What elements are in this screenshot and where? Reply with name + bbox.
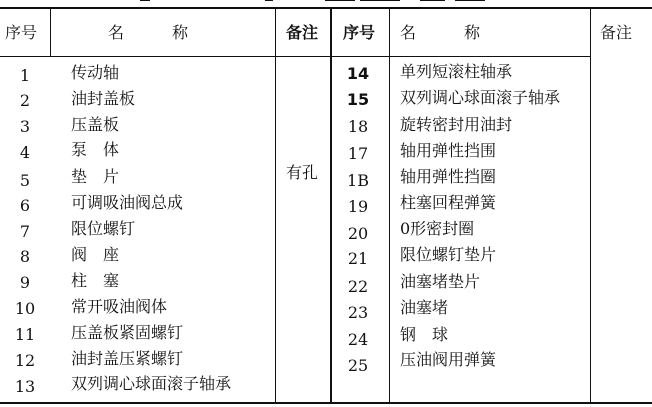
right-row-name: 轴用弹性挡圈 [400, 167, 497, 186]
left-row-name: 双列调心球面滚子轴承 [71, 374, 232, 393]
left-row-name: 压盖板 [71, 115, 120, 134]
header-right-remark: 备注 [600, 23, 633, 42]
left-row-no: 4 [19, 143, 31, 162]
right-row-no: 24 [347, 330, 369, 349]
table-bottom-border [0, 402, 652, 404]
left-row-no: 9 [19, 273, 31, 292]
left-row-name: 限位螺钉 [71, 219, 136, 238]
header-left-remark: 备注 [286, 23, 319, 42]
left-row-no: 8 [19, 247, 31, 266]
right-row-name: 双列调心球面滚子轴承 [400, 88, 561, 107]
right-row-no: 19 [347, 197, 369, 216]
left-row-no: 3 [19, 117, 31, 136]
right-row-no: 20 [347, 224, 369, 243]
right-row-no: 23 [347, 303, 369, 322]
header-bottom-border [0, 56, 591, 57]
right-row-name: 钢 球 [400, 325, 449, 344]
left-row-name: 传动轴 [71, 63, 120, 82]
left-row-no: 13 [14, 377, 36, 396]
left-row-no: 12 [14, 351, 36, 370]
right-row-name: 轴用弹性挡围 [400, 141, 497, 160]
col-divider-name-right [389, 8, 390, 403]
right-row-no: 25 [347, 356, 369, 375]
left-row-name: 压盖板紧固螺钉 [71, 323, 184, 342]
cut-off-title-fragment [0, 0, 652, 3]
left-row-name: 常开吸油阀体 [71, 297, 168, 316]
left-row-name: 油封盖板 [71, 89, 136, 108]
right-row-name: 单列短滚柱轴承 [400, 62, 513, 81]
left-remark-value: 有孔 [286, 163, 319, 182]
left-row-no: 2 [19, 91, 31, 110]
right-row-no: 1B [347, 171, 369, 190]
right-row-name: 油塞堵垫片 [400, 272, 481, 291]
left-row-name: 柱 塞 [71, 271, 120, 290]
left-row-name: 垫 片 [71, 167, 120, 186]
left-row-no: 5 [19, 171, 31, 190]
right-row-name: 旋转密封用油封 [400, 115, 513, 134]
right-row-name: 油塞堵 [400, 298, 449, 317]
col-divider-center [330, 8, 332, 403]
col-divider-remark-left [275, 8, 276, 403]
right-row-no: 14 [346, 64, 370, 83]
left-row-name: 泵 体 [71, 140, 120, 159]
left-row-name: 可调吸油阀总成 [71, 193, 184, 212]
col-divider-remark-right [590, 8, 591, 403]
left-row-no: 10 [14, 299, 36, 318]
left-row-name: 阀 座 [71, 245, 120, 264]
right-row-no: 21 [347, 249, 369, 268]
left-row-no: 7 [19, 222, 31, 241]
left-row-name: 油封盖压紧螺钉 [71, 349, 184, 368]
right-row-name: 限位螺钉垫片 [400, 245, 497, 264]
right-row-name: 柱塞回程弹簧 [400, 193, 497, 212]
table-top-border [0, 7, 652, 9]
left-row-no: 11 [14, 325, 36, 344]
header-right-no: 序号 [343, 23, 376, 42]
col-divider-name-left [50, 8, 51, 57]
header-left-no: 序号 [5, 23, 38, 42]
left-row-no: 6 [19, 196, 31, 215]
right-row-no: 22 [347, 277, 369, 296]
header-left-name: 名 称 [108, 23, 189, 42]
header-right-name: 名 称 [400, 23, 481, 42]
right-row-no: 15 [346, 90, 370, 109]
left-row-no: 1 [19, 66, 31, 85]
right-row-no: 18 [347, 117, 369, 136]
right-row-name: 压油阀用弹簧 [400, 350, 497, 369]
right-row-name: 0形密封圈 [400, 219, 475, 238]
right-row-no: 17 [347, 144, 369, 163]
